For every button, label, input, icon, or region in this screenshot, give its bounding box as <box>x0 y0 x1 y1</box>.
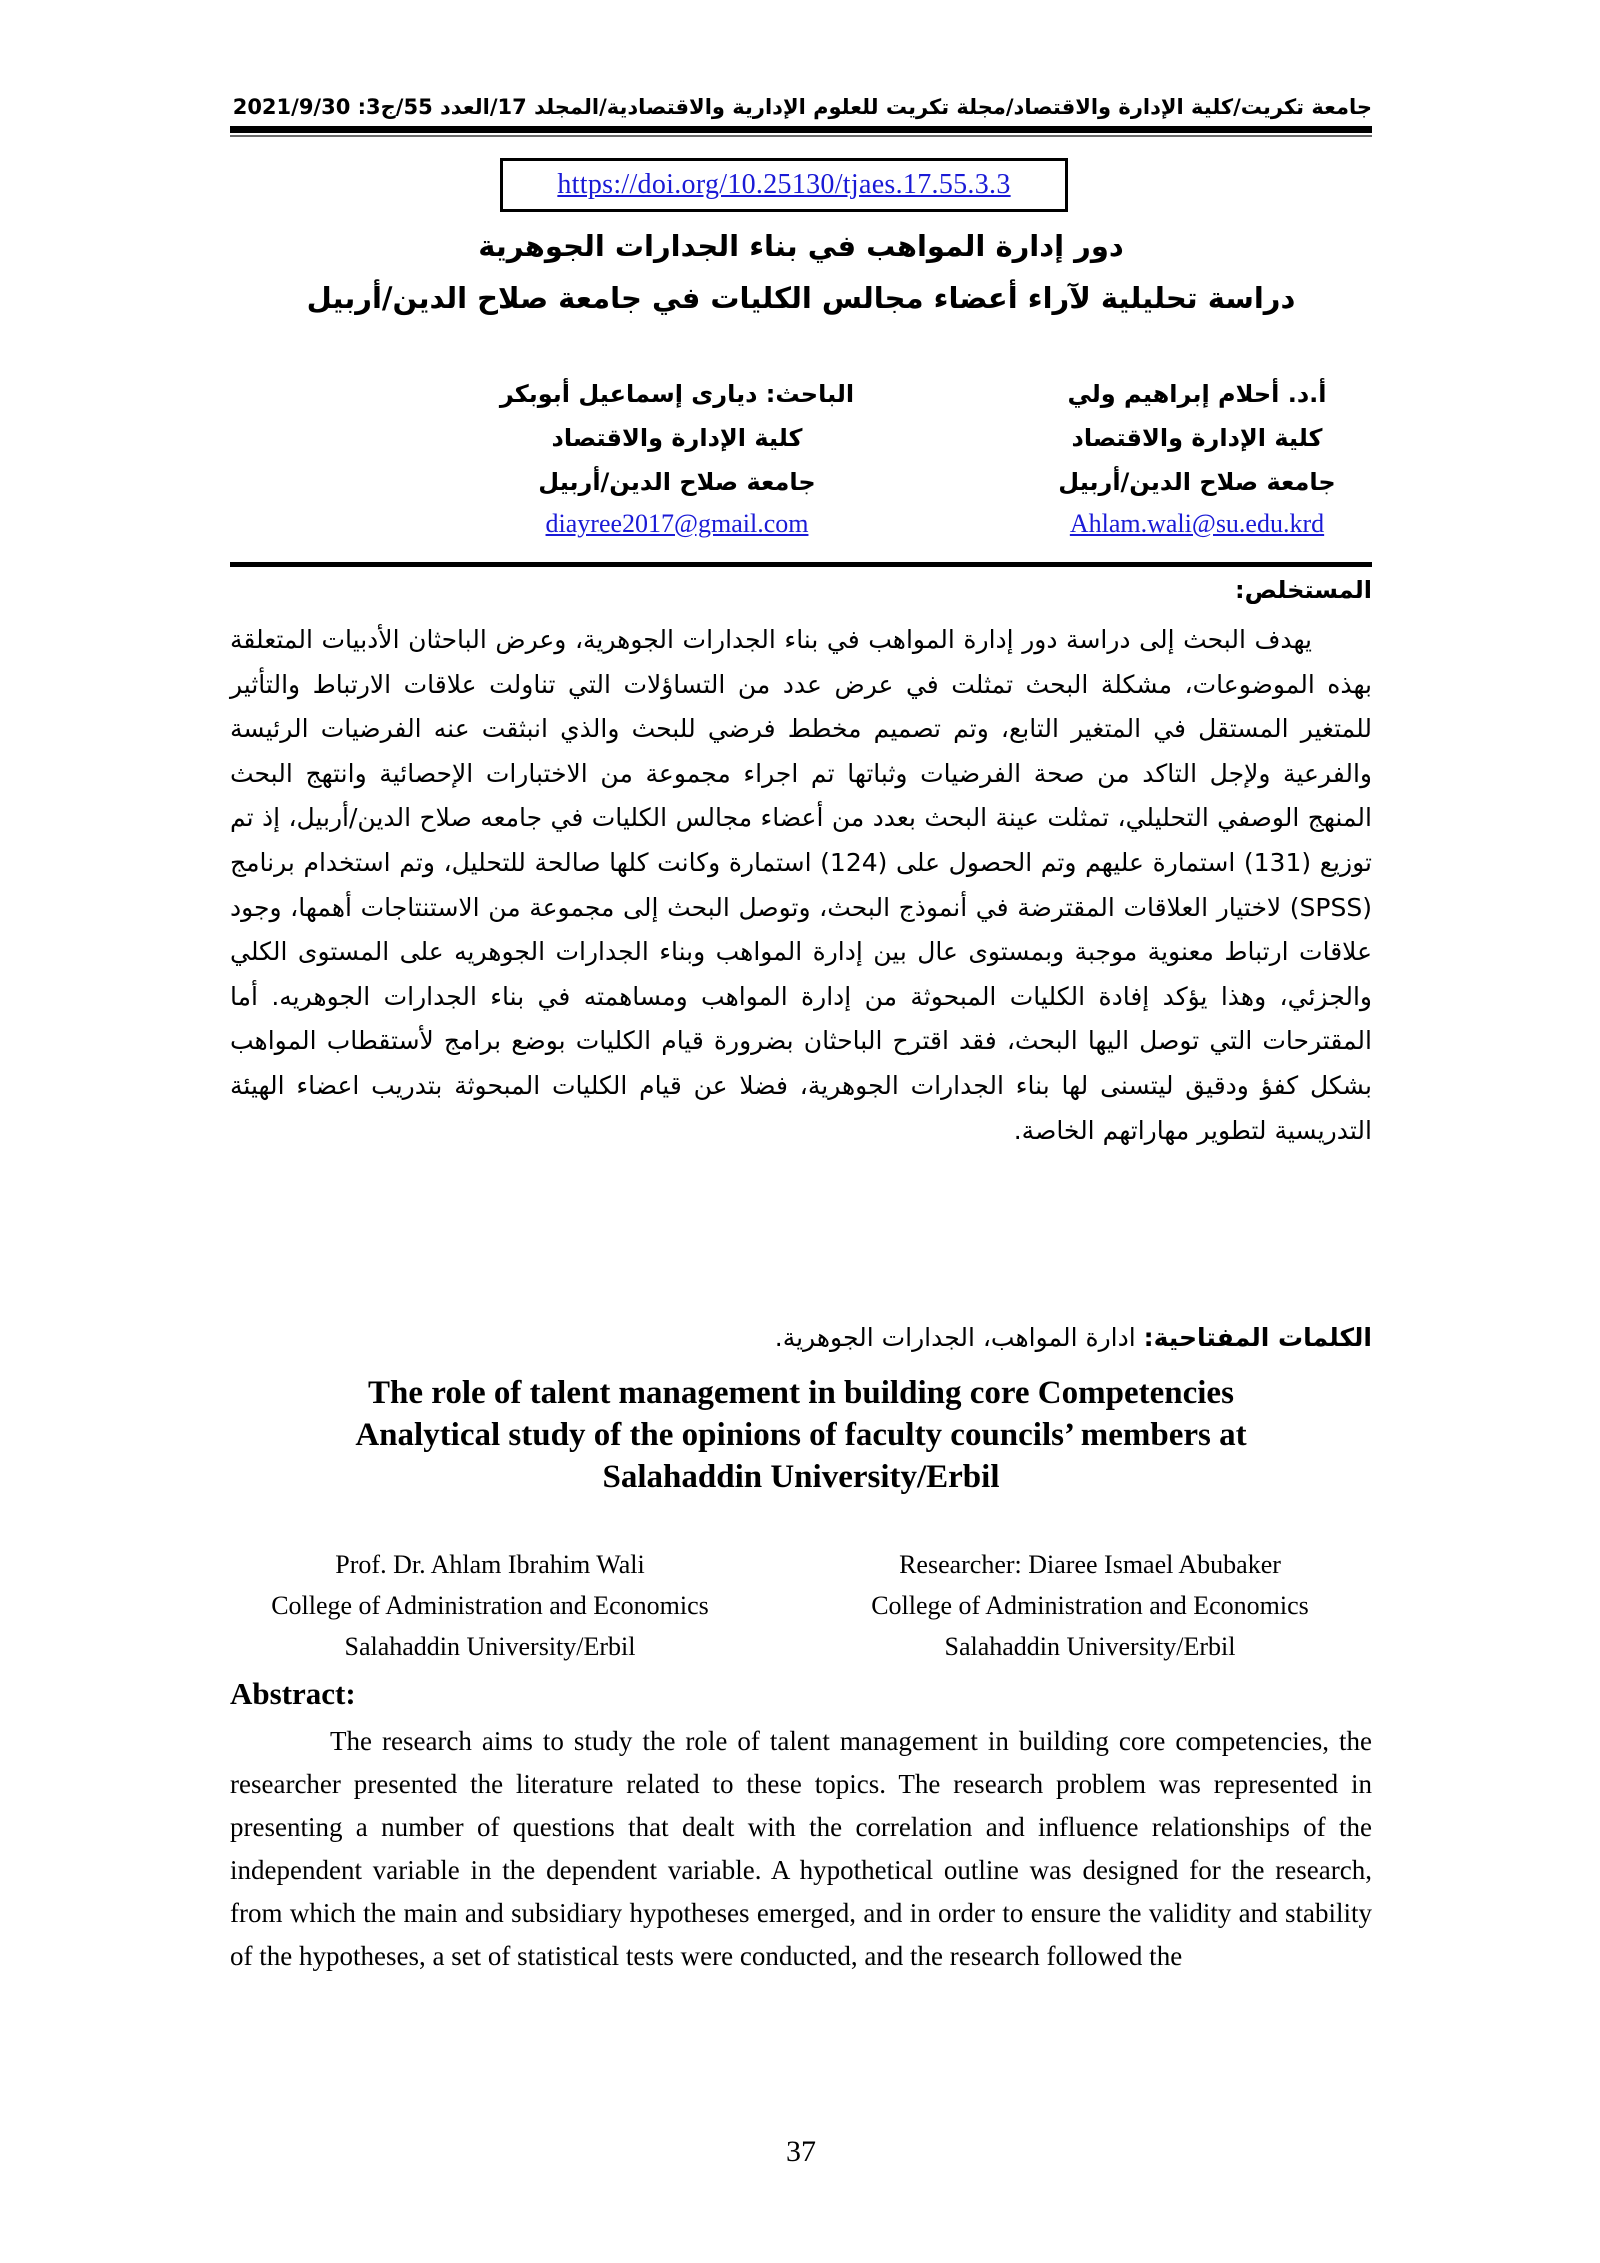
author-university: Salahaddin University/Erbil <box>944 1632 1236 1661</box>
english-title-line-3: Salahaddin University/Erbil <box>602 1459 1000 1495</box>
author-college: كلية الإدارة والاقتصاد <box>1071 424 1323 452</box>
arabic-authors-block <box>230 372 1372 562</box>
header-rule-thin <box>230 135 1372 137</box>
author-name: الباحث: ديارى إسماعيل أبوبكر <box>499 380 855 408</box>
journal-running-header: جامعة تكريت/كلية الإدارة والاقتصاد/مجلة تكريت للعلوم الإدارية والاقتصادية/المجلد 17/العدد 55/ج3: 2021/9/30 <box>232 95 1372 119</box>
arabic-abstract-heading: المستخلص: <box>1235 576 1372 604</box>
doi-box <box>500 158 1068 212</box>
author-name: Researcher: Diaree Ismael Abubaker <box>899 1550 1281 1579</box>
keywords-value: ادارة المواهب، الجدارات الجوهرية. <box>774 1323 1136 1352</box>
english-abstract-heading: Abstract: <box>230 1676 356 1711</box>
author-university: جامعة صلاح الدين/أربيل <box>538 468 816 496</box>
keywords-label: الكلمات المفتاحية: <box>1143 1323 1372 1352</box>
doi-link[interactable]: https://doi.org/10.25130/tjaes.17.55.3.3 <box>557 169 1011 200</box>
author-email-link[interactable]: diayree2017@gmail.com <box>545 509 809 538</box>
english-authors-block <box>230 1544 1372 1674</box>
arabic-author-2 <box>482 372 872 544</box>
english-abstract-body: The research aims to study the role of talent management in building core competencies, the researcher presented the literature related to these topics. The research problem was represented in presenting a number of questions that dealt with the correlation and influence relationships of the independent variable in the dependent variable. A hypothetical outline was designed for the research, from which the main and subsidiary hypotheses emerged, and in order to ensure the validity and stability of the hypotheses, a set of statistical tests were conducted, and the research followed the <box>230 1726 1372 1971</box>
author-college: College of Administration and Economics <box>871 1591 1309 1620</box>
paper-page <box>230 0 1372 2263</box>
author-name: أ.د. أحلام إبراهيم ولي <box>1067 380 1327 408</box>
author-university: Salahaddin University/Erbil <box>344 1632 636 1661</box>
page-number: 37 <box>786 2135 816 2168</box>
author-university: جامعة صلاح الدين/أربيل <box>1058 468 1336 496</box>
author-name: Prof. Dr. Ahlam Ibrahim Wali <box>335 1550 645 1579</box>
english-title-line-2: Analytical study of the opinions of faculty councils’ members at <box>355 1417 1247 1453</box>
arabic-author-1 <box>1032 372 1362 544</box>
english-author-2 <box>830 1544 1350 1667</box>
author-email-link[interactable]: Ahlam.wali@su.edu.krd <box>1069 509 1325 538</box>
english-author-1 <box>230 1544 750 1667</box>
arabic-keywords <box>775 1320 1372 1356</box>
english-title <box>230 1372 1372 1498</box>
author-college: College of Administration and Economics <box>271 1591 709 1620</box>
header-rule-thick <box>230 126 1372 133</box>
arabic-title-line-2: دراسة تحليلية لآراء أعضاء مجالس الكليات في جامعة صلاح الدين/أربيل <box>306 281 1296 315</box>
section-separator-rule <box>230 562 1372 567</box>
arabic-abstract-body: يهدف البحث إلى دراسة دور إدارة المواهب في بناء الجدارات الجوهرية، وعرض الباحثان الأدبيات المتعلقة بهذه الموضوعات، مشكلة البحث تمثلت في عرض عدد من التساؤلات التي تناولت علاقات الارتباط والتأثير للمتغير المستقل في المتغير التابع، وتم تصميم مخطط فرضي للبحث والذي انبثقت عنه الفرضيات الرئيسة والفرعية ولإجل التاكد من صحة الفرضيات وثباتها تم اجراء مجموعة من الاختبارات الإحصائية وانتهج البحث المنهج الوصفي التحليلي، تمثلت عينة البحث بعدد من أعضاء مجالس الكليات في جامعه صلاح الدين/أربيل، إذ تم توزيع (131) استمارة عليهم وتم الحصول على (124) استمارة وكانت كلها صالحة للتحليل، وتم استخدام برنامج (SPSS) لاختيار العلاقات المقترضة في أنموذج البحث، وتوصل البحث إلى مجموعة من الاستنتاجات أهمها، وجود علاقات ارتباط معنوية موجبة وبمستوى عال بين إدارة المواهب وبناء الجدارات الجوهريه على المستوى الكلي والجزئي، وهذا يؤكد إفادة الكليات المبحوثة من إدارة المواهب ومساهمته في بناء الجدارات الجوهريه. أما المقترحات التي توصل اليها البحث، فقد اقترح الباحثان بضرورة قيام الكليات بوضع برامج لأستقطاب المواهب بشكل كفؤ ودقيق ليتسنى لها بناء الجدارات الجوهرية، فضلا عن قيام الكليات المبحوثة بتدريب اعضاء الهيئة التدريسية لتطوير مهاراتهم الخاصة. <box>230 625 1372 1145</box>
english-title-line-1: The role of talent management in building core Competencies <box>368 1375 1234 1411</box>
arabic-title-line-1: دور إدارة المواهب في بناء الجدارات الجوهرية <box>478 229 1124 263</box>
author-college: كلية الإدارة والاقتصاد <box>551 424 803 452</box>
